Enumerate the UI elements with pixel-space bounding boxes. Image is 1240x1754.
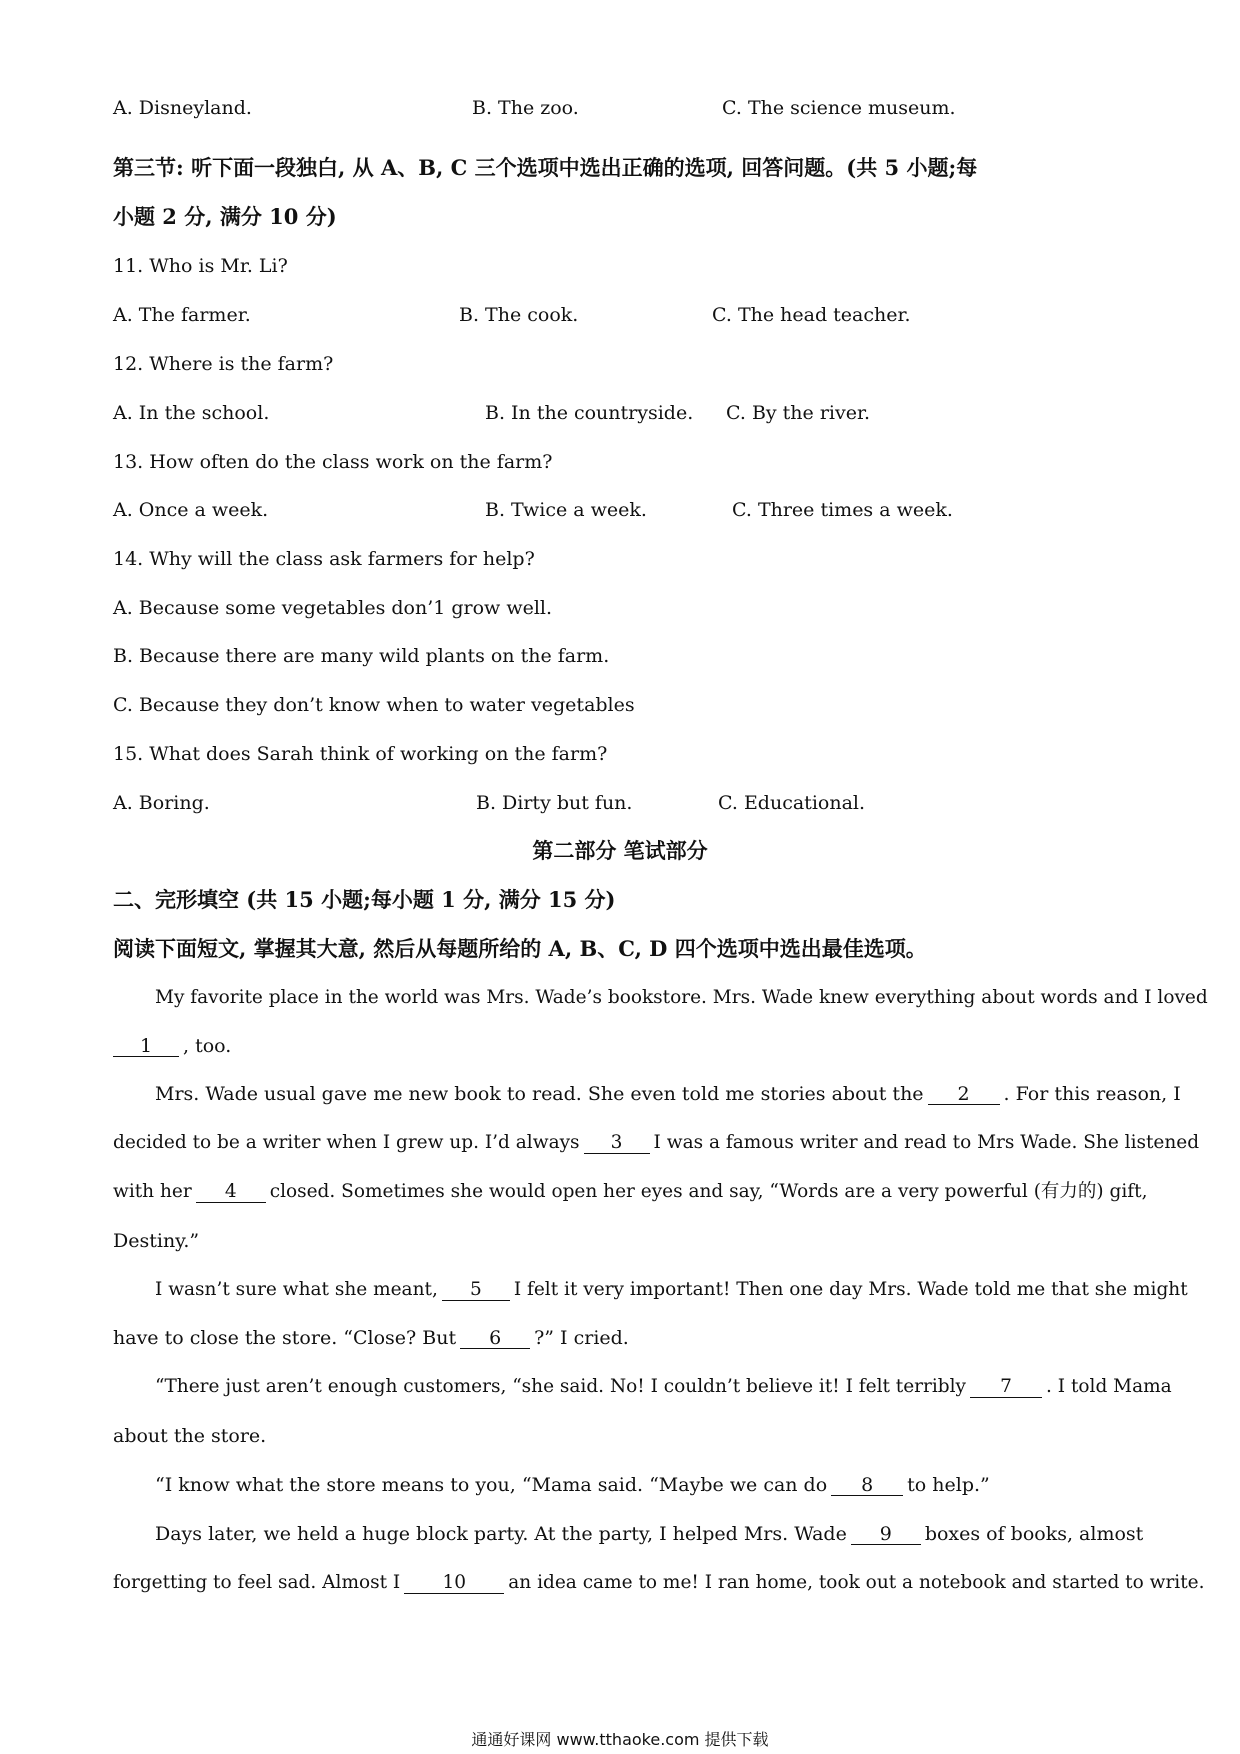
q13-option-b: B. Twice a week. [485, 499, 647, 521]
cloze-heading: 二、完形填空 (共 15 小题;每小题 1 分, 满分 15 分) [113, 887, 616, 912]
passage-text: with her [113, 1181, 192, 1202]
q15-option-a: A. Boring. [113, 792, 210, 814]
passage-text: have to close the store. “Close? But [113, 1327, 457, 1349]
q11-option-c: C. The head teacher. [712, 304, 911, 326]
passage-line-4 [113, 1131, 1199, 1155]
passage-text: “There just aren’t enough customers, “she said. No! I couldn’t believe it! I felt terribly [155, 1376, 966, 1397]
passage-line-2 [113, 1034, 231, 1058]
section3-title-line1: 第三节: 听下面一段独白, 从 A、B, C 三个选项中选出正确的选项, 回答问题。(共 5 小题;每 [113, 155, 978, 180]
blank-10[interactable]: 10 [404, 1573, 504, 1594]
passage-line-12 [155, 1522, 1143, 1546]
blank-7[interactable]: 7 [970, 1377, 1042, 1398]
passage-text: Mrs. Wade usual gave me new book to read. She even told me stories about the [155, 1083, 924, 1105]
q10-option-a: A. Disneyland. [113, 97, 252, 119]
q10-option-b: B. The zoo. [472, 97, 579, 119]
passage-text: . I told Mama [1046, 1376, 1172, 1397]
passage-line-10: about the store. [113, 1425, 267, 1447]
q13-option-c: C. Three times a week. [732, 499, 953, 521]
passage-text: to help.” [907, 1474, 990, 1496]
passage-line-7 [155, 1278, 1188, 1302]
passage-text: “I know what the store means to you, “Mama said. “Maybe we can do [155, 1474, 828, 1496]
blank-4[interactable]: 4 [196, 1182, 266, 1203]
section3-title-line2: 小题 2 分, 满分 10 分) [113, 204, 337, 229]
passage-text: decided to be a writer when I grew up. I’d always [113, 1132, 580, 1153]
passage-text: I felt it very important! Then one day Mrs. Wade told me that she might [513, 1279, 1188, 1300]
passage-text: an idea came to me! I ran home, took out a notebook and started to write. [508, 1572, 1205, 1593]
blank-6[interactable]: 6 [460, 1328, 530, 1349]
blank-9[interactable]: 9 [851, 1524, 921, 1545]
passage-text: Days later, we held a huge block party. At the party, I helped Mrs. Wade [155, 1523, 847, 1545]
cloze-instruction: 阅读下面短文, 掌握其大意, 然后从每题所给的 A, B、C, D 四个选项中选出最佳选项。 [113, 936, 927, 961]
passage-line-8 [113, 1326, 629, 1350]
question-15: 15. What does Sarah think of working on the farm? [113, 743, 608, 765]
q12-option-c: C. By the river. [726, 402, 871, 424]
q12-option-a: A. In the school. [113, 402, 270, 424]
passage-line-5 [113, 1180, 1147, 1204]
q12-option-b: B. In the countryside. [485, 402, 694, 424]
blank-3[interactable]: 3 [584, 1133, 650, 1154]
passage-line-1: My favorite place in the world was Mrs. Wade’s bookstore. Mrs. Wade knew everything about words and I loved [155, 987, 1208, 1008]
passage-text: closed. Sometimes she would open her eyes and say, “Words are a very powerful (有力的) gift, [269, 1181, 1148, 1202]
passage-text: ?” I cried. [534, 1327, 629, 1349]
q14-option-a: A. Because some vegetables don’1 grow well. [113, 597, 553, 619]
blank-5[interactable]: 5 [442, 1280, 510, 1301]
question-14: 14. Why will the class ask farmers for help? [113, 548, 535, 570]
blank-8[interactable]: 8 [831, 1475, 903, 1496]
q10-option-c: C. The science museum. [722, 97, 956, 119]
q11-option-a: A. The farmer. [113, 304, 251, 326]
passage-text: I was a famous writer and read to Mrs Wade. She listened [653, 1132, 1200, 1153]
passage-line-13 [113, 1571, 1204, 1595]
blank-1[interactable]: 1 [113, 1036, 179, 1057]
q13-option-a: A. Once a week. [113, 499, 269, 521]
q15-option-c: C. Educational. [718, 792, 866, 814]
blank-2[interactable]: 2 [928, 1084, 1000, 1105]
question-13: 13. How often do the class work on the farm? [113, 451, 553, 473]
q14-option-b: B. Because there are many wild plants on the farm. [113, 645, 610, 667]
part2-title: 第二部分 笔试部分 [532, 838, 708, 863]
question-11: 11. Who is Mr. Li? [113, 255, 288, 277]
q11-option-b: B. The cook. [459, 304, 579, 326]
q15-option-b: B. Dirty but fun. [476, 792, 633, 814]
passage-line-6: Destiny.” [113, 1230, 200, 1252]
passage-line-9 [155, 1375, 1172, 1399]
passage-text: I wasn’t sure what she meant, [155, 1279, 438, 1300]
question-12: 12. Where is the farm? [113, 353, 334, 375]
passage-line-11 [155, 1473, 990, 1497]
passage-line-3 [155, 1082, 1181, 1106]
passage-text: . For this reason, I [1003, 1083, 1181, 1105]
passage-text: boxes of books, almost [924, 1523, 1144, 1545]
q14-option-c: C. Because they don’t know when to water vegetables [113, 694, 635, 716]
footer-credit: 通通好课网 www.tthaoke.com 提供下载 [471, 1730, 769, 1749]
passage-text: forgetting to feel sad. Almost I [113, 1572, 401, 1593]
passage-text: , too. [183, 1035, 232, 1057]
